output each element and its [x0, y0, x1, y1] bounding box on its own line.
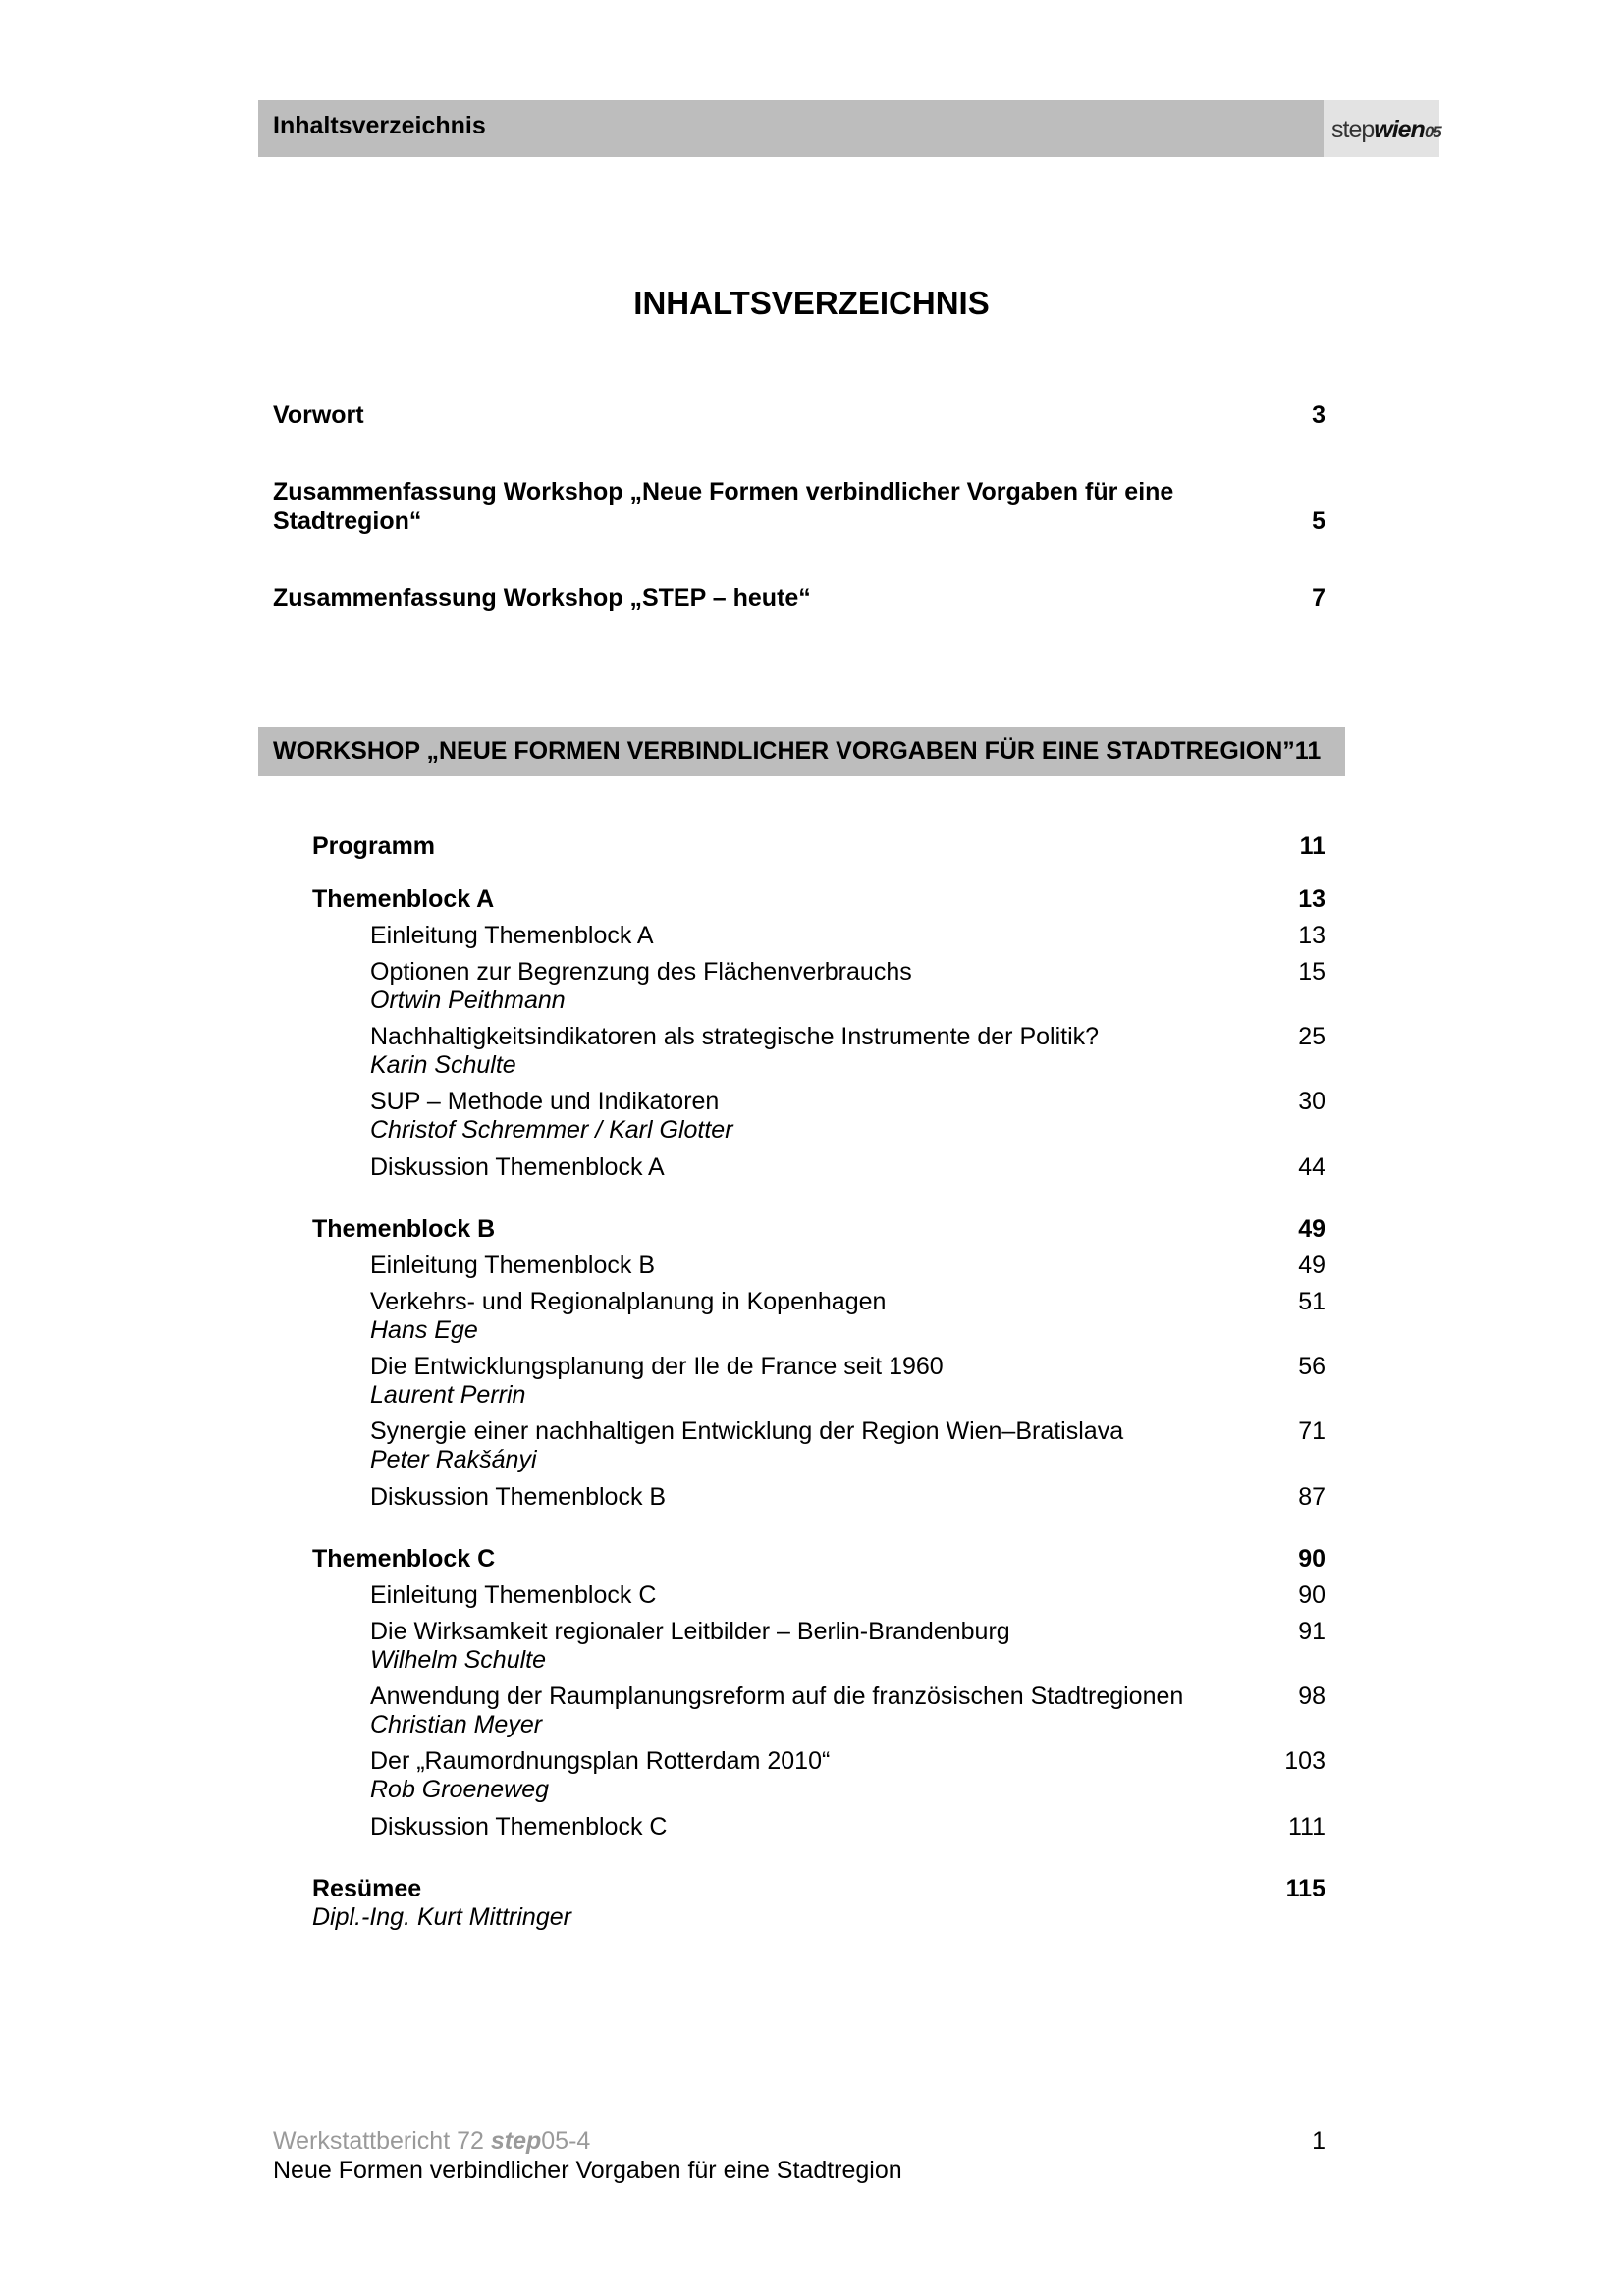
logo-text [1331, 116, 1441, 144]
toc-entry-title[interactable]: Vorwort [273, 401, 364, 429]
section-page: 11 [1294, 737, 1322, 765]
section-heading[interactable] [273, 737, 1321, 766]
toc-entry-title-cont[interactable]: Stadtregion“ [273, 507, 422, 535]
toc-entry-title[interactable]: Diskussion Themenblock B [370, 1483, 667, 1511]
section-title: WORKSHOP „NEUE FORMEN VERBINDLICHER VORGABEN FÜR EINE STADTREGION” [273, 737, 1295, 765]
toc-entry-page: 103 [1284, 1747, 1325, 1775]
logo-prefix: step [1331, 116, 1375, 143]
toc-entry-title[interactable]: Einleitung Themenblock A [370, 922, 654, 949]
toc-entry-title[interactable]: Optionen zur Begrenzung des Flächenverbrauchs [370, 958, 912, 986]
toc-entry-title[interactable]: Zusammenfassung Workshop „Neue Formen verbindlicher Vorgaben für eine [273, 478, 1174, 506]
toc-entry-author: Karin Schulte [370, 1051, 516, 1079]
toc-entry-title[interactable]: Nachhaltigkeitsindikatoren als strategische Instrumente der Politik? [370, 1023, 1100, 1050]
toc-block-title[interactable]: Themenblock B [312, 1215, 496, 1243]
toc-entry-author: Hans Ege [370, 1316, 478, 1344]
toc-entry-page: 90 [1298, 1581, 1325, 1609]
toc-entry-page: 13 [1298, 922, 1325, 949]
logo-word: wien [1374, 116, 1425, 143]
header-bar [258, 100, 1441, 157]
step-wien-logo [1324, 100, 1439, 157]
toc-entry-author: Wilhelm Schulte [370, 1646, 547, 1674]
toc-resumee[interactable]: Resümee [312, 1875, 422, 1902]
toc-entry-title[interactable]: Diskussion Themenblock C [370, 1813, 668, 1841]
toc-entry-author: Christian Meyer [370, 1711, 543, 1738]
toc-entry-title[interactable]: Einleitung Themenblock C [370, 1581, 657, 1609]
footer-series [273, 2126, 590, 2156]
toc-entry-page: 3 [1312, 401, 1325, 429]
toc-entry-author: Laurent Perrin [370, 1381, 526, 1409]
toc-entry-page: 49 [1298, 1252, 1325, 1279]
footer-series-text: Werkstattbericht 72 [273, 2127, 491, 2155]
toc-entry-page: 87 [1298, 1483, 1325, 1511]
toc-entry-page: 15 [1298, 958, 1325, 986]
toc-entry-title[interactable]: Der „Raumordnungsplan Rotterdam 2010“ [370, 1747, 831, 1775]
toc-entry-page: 98 [1298, 1682, 1325, 1710]
toc-entry-title[interactable]: Die Wirksamkeit regionaler Leitbilder – Berlin-Brandenburg [370, 1618, 1010, 1645]
logo-suffix: 05 [1424, 123, 1441, 141]
toc-resumee-page: 115 [1285, 1875, 1325, 1902]
toc-block-page: 13 [1298, 885, 1325, 913]
toc-resumee-author: Dipl.-Ing. Kurt Mittringer [312, 1903, 571, 1931]
toc-programm-page: 11 [1299, 832, 1325, 860]
footer-step: step [490, 2127, 542, 2155]
toc-entry-page: 44 [1298, 1153, 1325, 1181]
page-title: INHALTSVERZEICHNIS [633, 285, 990, 321]
toc-entry-author: Ortwin Peithmann [370, 987, 566, 1014]
toc-block-page: 90 [1298, 1545, 1325, 1573]
section-heading-bar [258, 727, 1345, 776]
toc-entry-title[interactable]: Synergie einer nachhaltigen Entwicklung der Region Wien–Bratislava [370, 1417, 1124, 1445]
toc-entry-page: 7 [1312, 584, 1325, 612]
toc-entry-page: 111 [1287, 1813, 1325, 1841]
toc-block-page: 49 [1298, 1215, 1325, 1243]
toc-entry-page: 25 [1298, 1023, 1325, 1050]
toc-entry-author: Christof Schremmer / Karl Glotter [370, 1116, 733, 1144]
toc-entry-page: 91 [1298, 1618, 1325, 1645]
toc-entry-page: 5 [1312, 507, 1325, 535]
toc-entry-page: 51 [1298, 1288, 1325, 1315]
toc-entry-author: Rob Groeneweg [370, 1776, 550, 1803]
toc-entry-page: 56 [1298, 1353, 1325, 1380]
toc-programm[interactable]: Programm [312, 832, 436, 860]
toc-entry-title[interactable]: SUP – Methode und Indikatoren [370, 1088, 720, 1115]
toc-entry-page: 71 [1298, 1417, 1325, 1445]
toc-entry-page: 30 [1298, 1088, 1325, 1115]
toc-entry-title[interactable]: Verkehrs- und Regionalplanung in Kopenhagen [370, 1288, 887, 1315]
toc-entry-title[interactable]: Die Entwicklungsplanung der Ile de France seit 1960 [370, 1353, 944, 1380]
footer-subtitle: Neue Formen verbindlicher Vorgaben für eine Stadtregion [273, 2157, 902, 2184]
toc-block-title[interactable]: Themenblock C [312, 1545, 496, 1573]
toc-entry-title[interactable]: Zusammenfassung Workshop „STEP – heute“ [273, 584, 811, 612]
footer-page-number: 1 [1312, 2127, 1325, 2155]
toc-block-title[interactable]: Themenblock A [312, 885, 495, 913]
footer-number: 05-4 [541, 2127, 591, 2155]
toc-entry-title[interactable]: Diskussion Themenblock A [370, 1153, 665, 1181]
toc-entry-author: Peter Rakšányi [370, 1446, 537, 1473]
toc-entry-title[interactable]: Anwendung der Raumplanungsreform auf die französischen Stadtregionen [370, 1682, 1184, 1710]
toc-entry-title[interactable]: Einleitung Themenblock B [370, 1252, 655, 1279]
header-title: Inhaltsverzeichnis [273, 112, 486, 139]
